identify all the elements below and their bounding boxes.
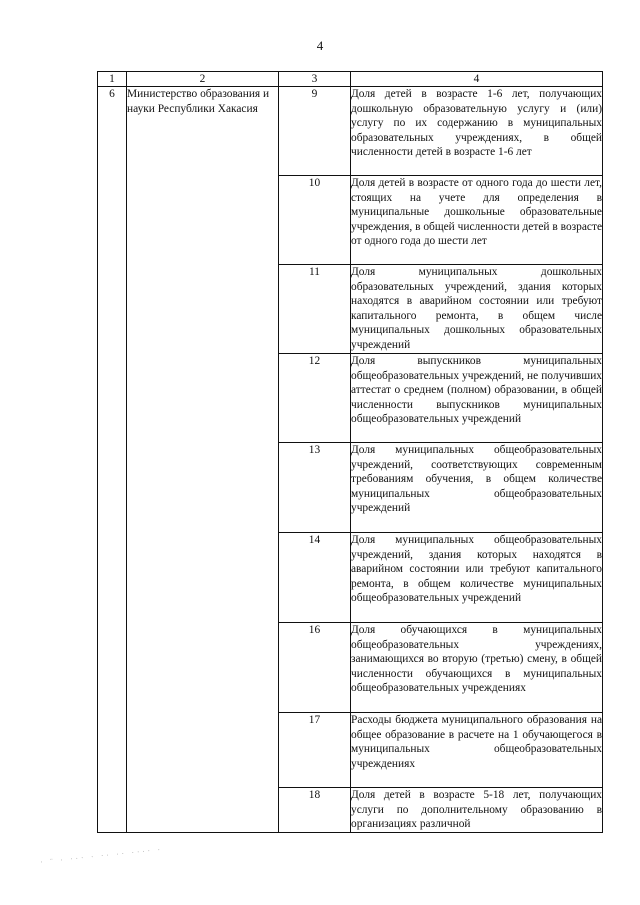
indicator-text: Доля обучающихся в муниципальных общеобразовательных учреждениях, занимающихся во вторую (третью) смену, в общей численности обучающихся в муниципальных общеобразовательных учреждениях [351,623,603,713]
indicator-text: Доля детей в возрасте 1-6 лет, получающих дошкольную образовательную услугу и (или) услугу по их содержанию в муниципальных образовательных учреждениях, в общей численности детей в возрасте 1-6 лет [351,87,603,176]
indicator-code: 16 [279,623,351,713]
table-row [98,87,603,176]
indicator-code: 10 [279,176,351,265]
indicators-table [97,71,603,833]
row-number-cell: 6 [98,87,127,833]
indicator-text: Доля муниципальных общеобразовательных учреждений, соответствующих современным требованиям обучения, в общем количестве муниципальных общеобразовательных учреждений [351,443,603,533]
indicator-text: Доля выпускников муниципальных общеобразовательных учреждений, не получивших аттестат о среднем (полном) образовании, в общей численности выпускников муниципальных общеобразовательных учреждений [351,354,603,443]
indicator-code: 14 [279,533,351,623]
organization-cell: Министерство образования и науки Республики Хакасия [127,87,279,833]
indicator-text: Доля детей в возрасте от одного года до шести лет, стоящих на учете для определения в муниципальные дошкольные образовательные учреждения, в общей численности детей в возрасте от одного года до шести лет [351,176,603,265]
header-col-4: 4 [351,72,603,87]
header-col-1: 1 [98,72,127,87]
header-col-2: 2 [127,72,279,87]
scan-artifact-marks: · ¨ · ··· · ·· ·· ···· · [39,845,164,867]
header-col-3: 3 [279,72,351,87]
indicator-code: 18 [279,788,351,833]
indicator-text: Расходы бюджета муниципального образования на общее образование в расчете на 1 обучающегося в муниципальных общеобразовательных учреждениях [351,713,603,788]
table-header-row [98,72,603,87]
page-number: 4 [316,38,324,53]
indicator-code: 12 [279,354,351,443]
indicator-code: 17 [279,713,351,788]
indicator-code: 11 [279,265,351,354]
indicator-code: 13 [279,443,351,533]
indicator-text: Доля детей в возрасте 5-18 лет, получающих услуги по дополнительному образованию в организациях различной [351,788,603,833]
indicator-code: 9 [279,87,351,176]
indicator-text: Доля муниципальных общеобразовательных учреждений, здания которых находятся в аварийном состоянии или требуют капитального ремонта, в общем количестве муниципальных общеобразовательных учреждений [351,533,603,623]
indicator-text: Доля муниципальных дошкольных образовательных учреждений, здания которых находятся в аварийном состоянии или требуют капитального ремонта, в общем числе муниципальных дошкольных образовательных учреждений [351,265,603,354]
